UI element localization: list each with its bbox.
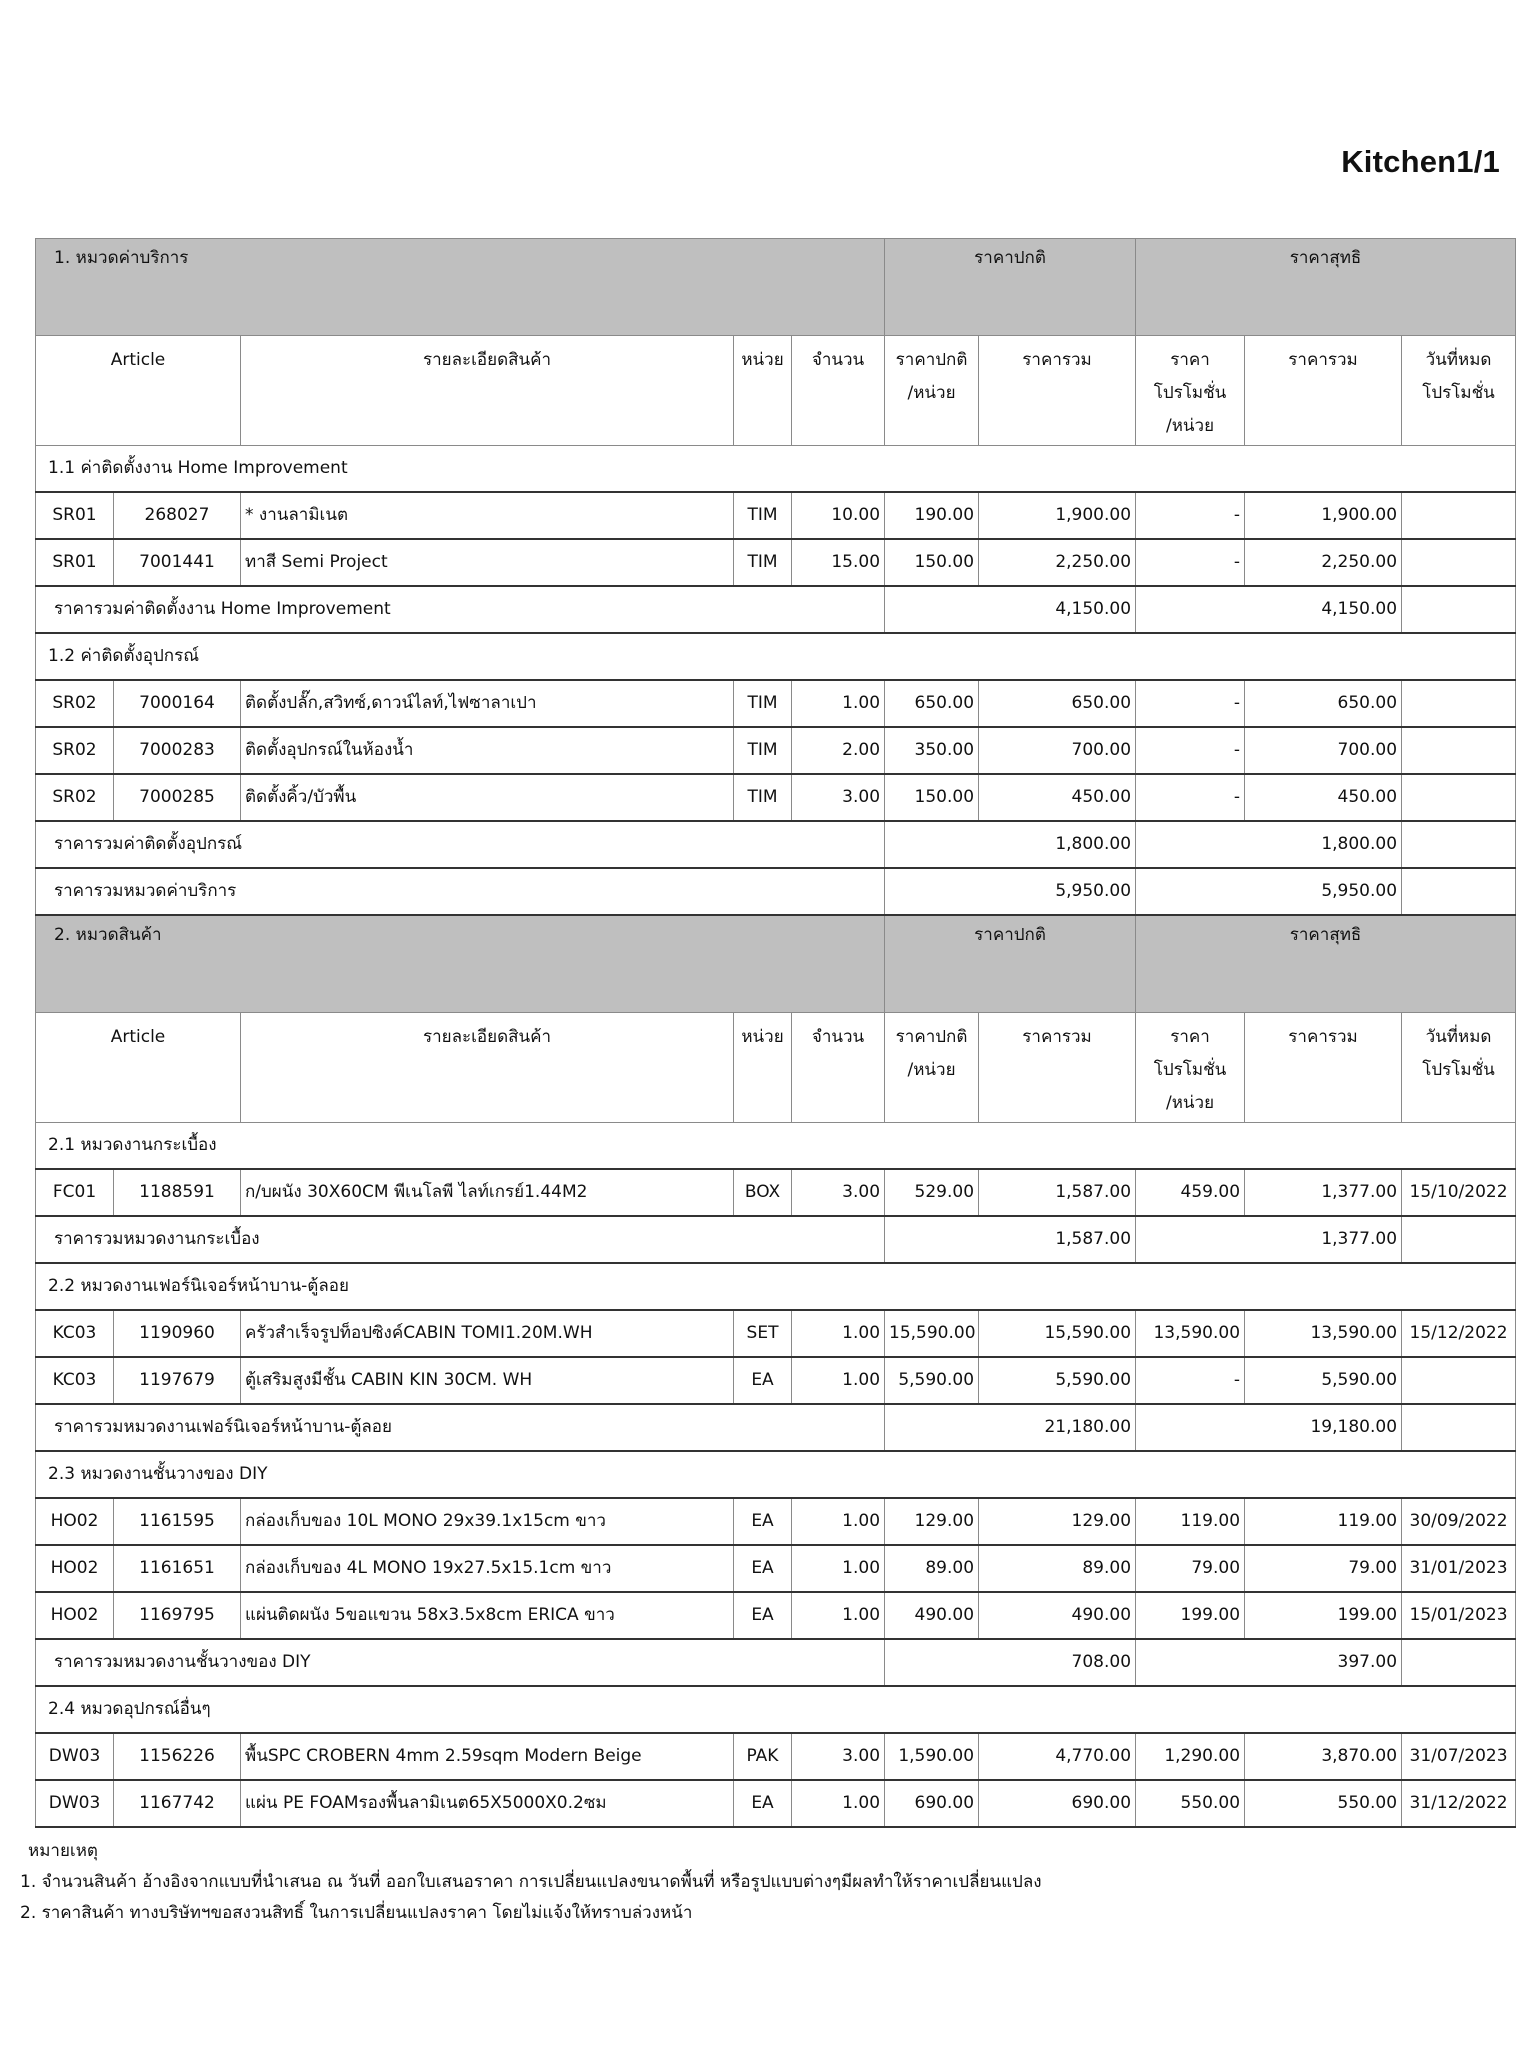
- page-title: Kitchen1/1: [1341, 144, 1500, 179]
- col-promo-end-line: วันที่หมด: [1425, 350, 1492, 370]
- cell-unit-price: 15,590.00: [885, 1310, 979, 1357]
- cell-qty: 15.00: [792, 539, 885, 586]
- subtotal-blank: [1402, 1404, 1516, 1451]
- section-total-label: ราคารวมหมวดค่าบริการ: [36, 868, 885, 915]
- cell-code: HO02: [36, 1592, 114, 1639]
- cell-qty: 1.00: [792, 1498, 885, 1545]
- cell-article: 1169795: [114, 1592, 241, 1639]
- table-row: [36, 1310, 1516, 1357]
- group-header: [36, 1123, 1516, 1170]
- cell-net-total: 550.00: [1245, 1780, 1402, 1827]
- subtotal-label: ราคารวมหมวดงานชั้นวางของ DIY: [36, 1639, 885, 1686]
- subtotal-row: [36, 1404, 1516, 1451]
- subtotal-net: 1,377.00: [1136, 1216, 1402, 1263]
- group-header: [36, 1451, 1516, 1498]
- cell-net-total: 2,250.00: [1245, 539, 1402, 586]
- cell-qty: 10.00: [792, 492, 885, 539]
- cell-promo-end: [1402, 492, 1516, 539]
- cell-qty: 1.00: [792, 1545, 885, 1592]
- cell-promo-end: [1402, 539, 1516, 586]
- subtotal-row: [36, 1639, 1516, 1686]
- group-title: 2.2 หมวดงานเฟอร์นิเจอร์หน้าบาน-ตู้ลอย: [36, 1263, 1516, 1310]
- cell-total: 89.00: [979, 1545, 1136, 1592]
- cell-promo-price: -: [1136, 727, 1245, 774]
- col-net-total: ราคารวม: [1245, 1013, 1402, 1123]
- cell-code: SR02: [36, 680, 114, 727]
- table-row: [36, 1733, 1516, 1780]
- col-article: Article: [36, 336, 241, 446]
- cell-promo-price: -: [1136, 492, 1245, 539]
- cell-unit-price: 150.00: [885, 539, 979, 586]
- cell-promo-price: 550.00: [1136, 1780, 1245, 1827]
- cell-description: ตู้เสริมสูงมีชั้น CABIN KIN 30CM. WH: [241, 1357, 734, 1404]
- cell-promo-end: [1402, 680, 1516, 727]
- note-item: 1. จำนวนสินค้า อ้างอิงจากแบบที่นำเสนอ ณ วันที่ ออกใบเสนอราคา การเปลี่ยนแปลงขนาดพื้นที่ หรือรูปแบบต่างๆมีผลทำให้ราคาเปลี่ยนแปลง: [20, 1872, 1042, 1892]
- cell-unit-price: 5,590.00: [885, 1357, 979, 1404]
- cell-qty: 3.00: [792, 1169, 885, 1216]
- cell-net-total: 450.00: [1245, 774, 1402, 821]
- section-title: 1. หมวดค่าบริการ: [36, 239, 885, 336]
- col-unit: หน่วย: [734, 1013, 792, 1123]
- subtotal-blank: [1402, 821, 1516, 868]
- col-unit-price: [885, 336, 979, 446]
- cell-promo-end: [1402, 727, 1516, 774]
- subtotal-net: 1,800.00: [1136, 821, 1402, 868]
- cell-unit-price: 1,590.00: [885, 1733, 979, 1780]
- cell-unit: EA: [734, 1780, 792, 1827]
- cell-unit: EA: [734, 1498, 792, 1545]
- col-promo-end: [1402, 1013, 1516, 1123]
- cell-promo-end: [1402, 774, 1516, 821]
- subtotal-blank: [1402, 586, 1516, 633]
- table-row: [36, 1545, 1516, 1592]
- cell-code: FC01: [36, 1169, 114, 1216]
- group-title: 2.1 หมวดงานกระเบื้อง: [36, 1123, 1516, 1170]
- cell-unit: TIM: [734, 680, 792, 727]
- group-title: 2.3 หมวดงานชั้นวางของ DIY: [36, 1451, 1516, 1498]
- cell-unit: TIM: [734, 727, 792, 774]
- section-title: 2. หมวดสินค้า: [36, 915, 885, 1013]
- cell-promo-end: 30/09/2022: [1402, 1498, 1516, 1545]
- cell-unit-price: 150.00: [885, 774, 979, 821]
- subtotal-row: [36, 586, 1516, 633]
- cell-qty: 3.00: [792, 774, 885, 821]
- cell-code: SR01: [36, 539, 114, 586]
- cell-description: ติดตั้งปลั๊ก,สวิทซ์,ดาวน์ไลท์,ไฟซาลาเปา: [241, 680, 734, 727]
- table-row: [36, 1780, 1516, 1827]
- table-row: [36, 1498, 1516, 1545]
- cell-qty: 1.00: [792, 680, 885, 727]
- subtotal-label: ราคารวมค่าติดตั้งงาน Home Improvement: [36, 586, 885, 633]
- cell-code: DW03: [36, 1780, 114, 1827]
- section-total-net: 5,950.00: [1136, 868, 1402, 915]
- section-total-regular: 5,950.00: [885, 868, 1136, 915]
- cell-promo-price: 119.00: [1136, 1498, 1245, 1545]
- cell-total: 1,587.00: [979, 1169, 1136, 1216]
- section-header: [36, 915, 1516, 1013]
- cell-description: ติดตั้งคิ้ว/บัวพื้น: [241, 774, 734, 821]
- note-item: 2. ราคาสินค้า ทางบริษัทฯขอสงวนสิทธิ์ ในการเปลี่ยนแปลงราคา โดยไม่แจ้งให้ทราบล่วงหน้า: [20, 1903, 693, 1923]
- cell-article: 1156226: [114, 1733, 241, 1780]
- col-total: ราคารวม: [979, 1013, 1136, 1123]
- cell-total: 690.00: [979, 1780, 1136, 1827]
- col-qty: จำนวน: [792, 1013, 885, 1123]
- cell-unit-price: 690.00: [885, 1780, 979, 1827]
- cell-net-total: 650.00: [1245, 680, 1402, 727]
- cell-total: 4,770.00: [979, 1733, 1136, 1780]
- table-row: [36, 727, 1516, 774]
- cell-promo-end: 31/01/2023: [1402, 1545, 1516, 1592]
- cell-net-total: 1,900.00: [1245, 492, 1402, 539]
- col-promo-end: [1402, 336, 1516, 446]
- table-row: [36, 774, 1516, 821]
- subtotal-label: ราคารวมหมวดงานกระเบื้อง: [36, 1216, 885, 1263]
- col-promo-line: โปรโมชั่น: [1153, 383, 1227, 403]
- cell-net-total: 700.00: [1245, 727, 1402, 774]
- col-promo-line: ราคา: [1170, 350, 1210, 370]
- cell-description: กล่องเก็บของ 4L MONO 19x27.5x15.1cm ขาว: [241, 1545, 734, 1592]
- cell-unit-price: 529.00: [885, 1169, 979, 1216]
- subtotal-label: ราคารวมค่าติดตั้งอุปกรณ์: [36, 821, 885, 868]
- cell-unit: TIM: [734, 492, 792, 539]
- cell-qty: 1.00: [792, 1310, 885, 1357]
- notes: [20, 1836, 1042, 1929]
- group-title: 2.4 หมวดอุปกรณ์อื่นๆ: [36, 1686, 1516, 1733]
- cell-description: * งานลามิเนต: [241, 492, 734, 539]
- cell-description: แผ่นติดผนัง 5ขอแขวน 58x3.5x8cm ERICA ขาว: [241, 1592, 734, 1639]
- cell-article: 7000285: [114, 774, 241, 821]
- col-unit-price-line: /หน่วย: [907, 383, 956, 403]
- col-unit-price: [885, 1013, 979, 1123]
- cell-article: 1188591: [114, 1169, 241, 1216]
- col-net-total: ราคารวม: [1245, 336, 1402, 446]
- col-promo-end-line: โปรโมชั่น: [1422, 383, 1495, 403]
- group-title: 1.1 ค่าติดตั้งงาน Home Improvement: [36, 446, 1516, 493]
- cell-code: SR02: [36, 774, 114, 821]
- cell-total: 700.00: [979, 727, 1136, 774]
- cell-unit: BOX: [734, 1169, 792, 1216]
- subtotal-net: 397.00: [1136, 1639, 1402, 1686]
- group-header: [36, 633, 1516, 680]
- subtotal-blank: [1402, 1639, 1516, 1686]
- col-promo-end-line: วันที่หมด: [1425, 1027, 1492, 1047]
- section-total-row: [36, 868, 1516, 915]
- cell-net-total: 79.00: [1245, 1545, 1402, 1592]
- cell-article: 268027: [114, 492, 241, 539]
- cell-promo-price: -: [1136, 1357, 1245, 1404]
- cell-promo-price: 79.00: [1136, 1545, 1245, 1592]
- col-article: Article: [36, 1013, 241, 1123]
- cell-unit-price: 89.00: [885, 1545, 979, 1592]
- cell-qty: 3.00: [792, 1733, 885, 1780]
- column-header-row: [36, 1013, 1516, 1123]
- cell-total: 129.00: [979, 1498, 1136, 1545]
- cell-description: แผ่น PE FOAMรองพื้นลามิเนต65X5000X0.2ซม: [241, 1780, 734, 1827]
- subtotal-net: 19,180.00: [1136, 1404, 1402, 1451]
- quotation-table: [35, 238, 1516, 1828]
- cell-unit: EA: [734, 1545, 792, 1592]
- cell-total: 450.00: [979, 774, 1136, 821]
- cell-net-total: 119.00: [1245, 1498, 1402, 1545]
- cell-description: พื้นSPC CROBERN 4mm 2.59sqm Modern Beige: [241, 1733, 734, 1780]
- cell-code: SR02: [36, 727, 114, 774]
- col-promo-end-line: โปรโมชั่น: [1422, 1060, 1495, 1080]
- cell-promo-end: 15/01/2023: [1402, 1592, 1516, 1639]
- col-unit: หน่วย: [734, 336, 792, 446]
- cell-unit-price: 129.00: [885, 1498, 979, 1545]
- cell-description: ติดตั้งอุปกรณ์ในห้องน้ำ: [241, 727, 734, 774]
- col-promo-line: โปรโมชั่น: [1153, 1060, 1227, 1080]
- cell-description: ทาสี Semi Project: [241, 539, 734, 586]
- cell-unit-price: 350.00: [885, 727, 979, 774]
- cell-total: 2,250.00: [979, 539, 1136, 586]
- cell-promo-end: 31/12/2022: [1402, 1780, 1516, 1827]
- cell-qty: 1.00: [792, 1357, 885, 1404]
- cell-total: 650.00: [979, 680, 1136, 727]
- cell-code: DW03: [36, 1733, 114, 1780]
- net-price-header: ราคาสุทธิ: [1136, 239, 1516, 336]
- group-header: [36, 1686, 1516, 1733]
- cell-net-total: 3,870.00: [1245, 1733, 1402, 1780]
- cell-promo-price: -: [1136, 539, 1245, 586]
- col-promo-line: ราคา: [1170, 1027, 1210, 1047]
- cell-description: ครัวสำเร็จรูปท็อปซิงค์CABIN TOMI1.20M.WH: [241, 1310, 734, 1357]
- table-row: [36, 1592, 1516, 1639]
- column-header-row: [36, 336, 1516, 446]
- cell-unit: TIM: [734, 539, 792, 586]
- cell-qty: 1.00: [792, 1592, 885, 1639]
- table-row: [36, 1169, 1516, 1216]
- cell-total: 15,590.00: [979, 1310, 1136, 1357]
- cell-unit-price: 190.00: [885, 492, 979, 539]
- cell-promo-end: 31/07/2023: [1402, 1733, 1516, 1780]
- cell-total: 490.00: [979, 1592, 1136, 1639]
- subtotal-regular: 708.00: [885, 1639, 1136, 1686]
- subtotal-regular: 4,150.00: [885, 586, 1136, 633]
- cell-code: HO02: [36, 1498, 114, 1545]
- cell-net-total: 1,377.00: [1245, 1169, 1402, 1216]
- subtotal-net: 4,150.00: [1136, 586, 1402, 633]
- cell-article: 7000164: [114, 680, 241, 727]
- cell-unit: EA: [734, 1592, 792, 1639]
- subtotal-blank: [1402, 1216, 1516, 1263]
- subtotal-row: [36, 1216, 1516, 1263]
- cell-net-total: 199.00: [1245, 1592, 1402, 1639]
- col-promo-price: [1136, 1013, 1245, 1123]
- subtotal-regular: 1,800.00: [885, 821, 1136, 868]
- table-row: [36, 539, 1516, 586]
- notes-heading: หมายเหตุ: [28, 1841, 98, 1861]
- col-unit-price-line: ราคาปกติ: [895, 1027, 968, 1047]
- cell-article: 1190960: [114, 1310, 241, 1357]
- group-title: 1.2 ค่าติดตั้งอุปกรณ์: [36, 633, 1516, 680]
- cell-qty: 2.00: [792, 727, 885, 774]
- subtotal-row: [36, 821, 1516, 868]
- col-unit-price-line: ราคาปกติ: [895, 350, 968, 370]
- regular-price-header: ราคาปกติ: [885, 915, 1136, 1013]
- net-price-header: ราคาสุทธิ: [1136, 915, 1516, 1013]
- cell-promo-price: -: [1136, 680, 1245, 727]
- group-header: [36, 1263, 1516, 1310]
- section-header: [36, 239, 1516, 336]
- col-unit-price-line: /หน่วย: [907, 1060, 956, 1080]
- col-promo-price: [1136, 336, 1245, 446]
- cell-unit-price: 490.00: [885, 1592, 979, 1639]
- cell-article: 1197679: [114, 1357, 241, 1404]
- table-row: [36, 680, 1516, 727]
- group-header: [36, 446, 1516, 493]
- cell-promo-price: 1,290.00: [1136, 1733, 1245, 1780]
- col-description: รายละเอียดสินค้า: [241, 336, 734, 446]
- cell-promo-price: 13,590.00: [1136, 1310, 1245, 1357]
- cell-promo-end: 15/10/2022: [1402, 1169, 1516, 1216]
- col-total: ราคารวม: [979, 336, 1136, 446]
- cell-unit: TIM: [734, 774, 792, 821]
- cell-unit: EA: [734, 1357, 792, 1404]
- table-row: [36, 492, 1516, 539]
- cell-code: SR01: [36, 492, 114, 539]
- cell-article: 7001441: [114, 539, 241, 586]
- cell-net-total: 5,590.00: [1245, 1357, 1402, 1404]
- regular-price-header: ราคาปกติ: [885, 239, 1136, 336]
- cell-promo-end: 15/12/2022: [1402, 1310, 1516, 1357]
- cell-net-total: 13,590.00: [1245, 1310, 1402, 1357]
- section-total-blank: [1402, 868, 1516, 915]
- subtotal-regular: 21,180.00: [885, 1404, 1136, 1451]
- cell-unit: PAK: [734, 1733, 792, 1780]
- cell-code: KC03: [36, 1310, 114, 1357]
- subtotal-regular: 1,587.00: [885, 1216, 1136, 1263]
- col-description: รายละเอียดสินค้า: [241, 1013, 734, 1123]
- cell-promo-end: [1402, 1357, 1516, 1404]
- cell-promo-price: -: [1136, 774, 1245, 821]
- cell-article: 1161595: [114, 1498, 241, 1545]
- cell-promo-price: 459.00: [1136, 1169, 1245, 1216]
- cell-description: ก/บผนัง 30X60CM พีเนโลพี ไลท์เกรย์1.44M2: [241, 1169, 734, 1216]
- cell-code: KC03: [36, 1357, 114, 1404]
- cell-article: 1161651: [114, 1545, 241, 1592]
- cell-code: HO02: [36, 1545, 114, 1592]
- subtotal-label: ราคารวมหมวดงานเฟอร์นิเจอร์หน้าบาน-ตู้ลอย: [36, 1404, 885, 1451]
- cell-description: กล่องเก็บของ 10L MONO 29x39.1x15cm ขาว: [241, 1498, 734, 1545]
- col-promo-line: /หน่วย: [1165, 1093, 1215, 1113]
- cell-total: 5,590.00: [979, 1357, 1136, 1404]
- cell-unit-price: 650.00: [885, 680, 979, 727]
- cell-total: 1,900.00: [979, 492, 1136, 539]
- cell-article: 7000283: [114, 727, 241, 774]
- cell-promo-price: 199.00: [1136, 1592, 1245, 1639]
- cell-qty: 1.00: [792, 1780, 885, 1827]
- cell-unit: SET: [734, 1310, 792, 1357]
- cell-article: 1167742: [114, 1780, 241, 1827]
- table-row: [36, 1357, 1516, 1404]
- col-qty: จำนวน: [792, 336, 885, 446]
- col-promo-line: /หน่วย: [1165, 416, 1215, 436]
